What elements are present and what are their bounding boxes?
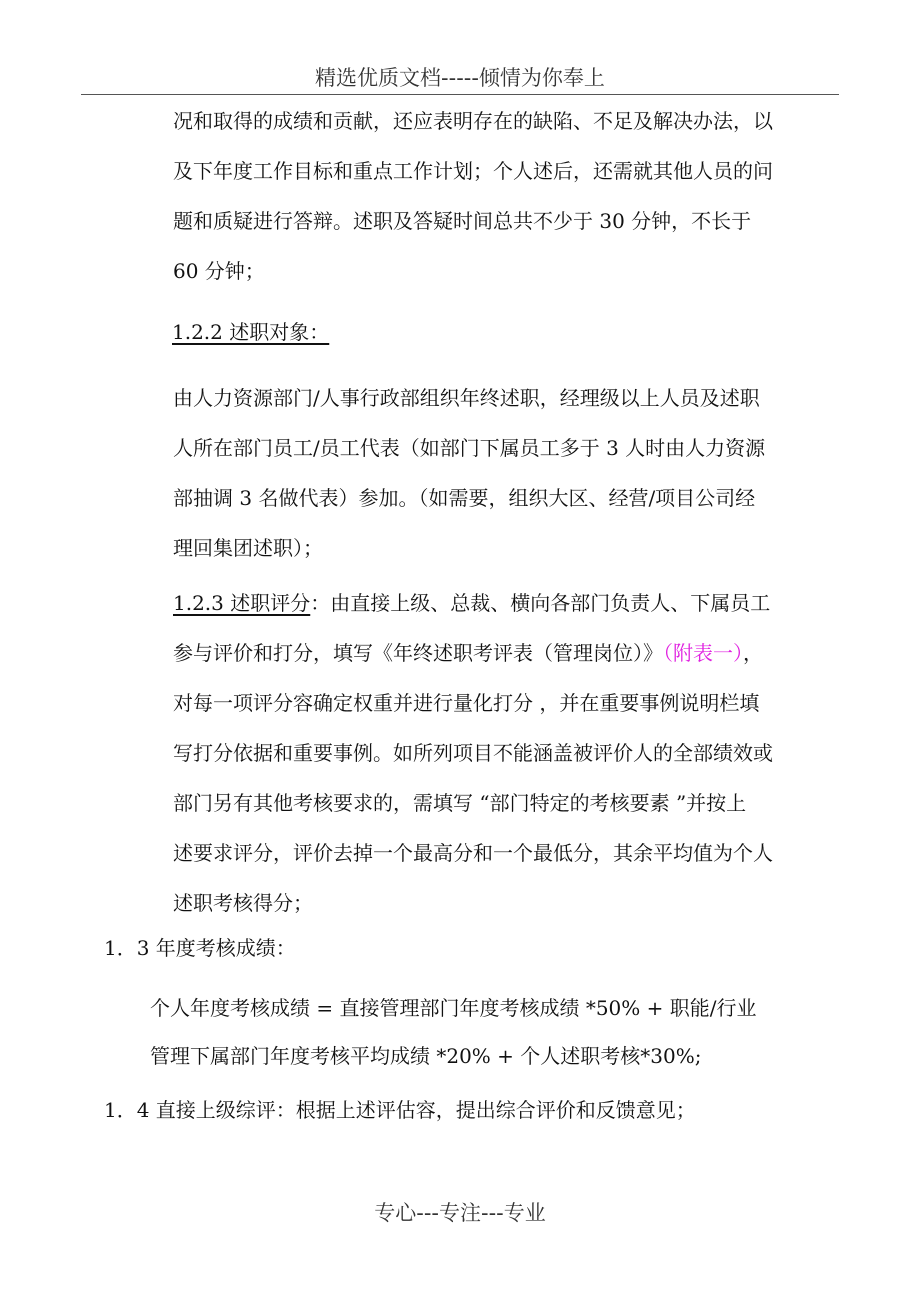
text-line (173, 628, 773, 678)
text-line: 题和质疑进行答辩。述职及答疑时间总共不少于 30 分钟，不长于 (173, 209, 752, 233)
text-line (173, 578, 773, 628)
text-fragment: ：由直接上级、总裁、横向各部门负责人、下属员工 (310, 591, 771, 615)
section-heading-1-3: 1．3 年度考核成绩： (104, 936, 296, 960)
section-1-4: 1．4 直接上级综评：根据上述评估容，提出综合评价和反馈意见； (104, 1098, 696, 1122)
text-fragment: 参与评价和打分，填写《年终述职考评表（管理岗位）》 (173, 641, 663, 665)
section-1-2-3 (173, 578, 773, 928)
text-line: 述职考核得分； (173, 891, 313, 915)
formula-line: 个人年度考核成绩 = 直接管理部门年度考核成绩 *50% + 职能/行业 (150, 996, 757, 1020)
text-line: 部抽调 3 名做代表）参加。（如需要，组织大区、经营/项目公司经 (173, 486, 756, 510)
text-fragment: ， (743, 641, 763, 665)
appendix-reference: （附表一） (663, 641, 743, 665)
text-line: 述要求评分，评价去掉一个最高分和一个最低分，其余平均值为个人 (173, 841, 773, 865)
text-line: 部门另有其他考核要求的，需填写 “部门特定的考核要素 ”并按上 (173, 791, 747, 815)
formula-line: 管理下属部门年度考核平均成绩 *20% + 个人述职考核*30%; (150, 1044, 702, 1068)
text-line: 理回集团述职）； (173, 536, 323, 560)
paragraph-intro (173, 96, 773, 296)
paragraph-review-targets (173, 373, 765, 573)
page-header: 精选优质文档-----倾情为你奉上 (315, 66, 605, 90)
text-line: 60 分钟； (173, 259, 265, 283)
text-line: 对每一项评分容确定权重并进行量化打分 ，并在重要事例说明栏填 (173, 691, 760, 715)
page-footer: 专心---专注---专业 (374, 1201, 546, 1225)
text-line: 人所在部门员工/员工代表（如部门下属员工多于 3 人时由人力资源 (173, 436, 766, 460)
section-heading-1-2-2: 1.2.2 述职对象： (172, 320, 330, 344)
text-line: 况和取得的成绩和贡献，还应表明存在的缺陷、不足及解决办法，以 (173, 109, 773, 133)
header-rule (81, 94, 839, 95)
text-line: 及下年度工作目标和重点工作计划；个人述后，还需就其他人员的问 (173, 159, 773, 183)
text-line: 由人力资源部门/人事行政部组织年终述职，经理级以上人员及述职 (173, 386, 760, 410)
text-line: 写打分依据和重要事例。如所列项目不能涵盖被评价人的全部绩效或 (173, 741, 773, 765)
section-heading-1-2-3: 1.2.3 述职评分 (173, 591, 311, 615)
